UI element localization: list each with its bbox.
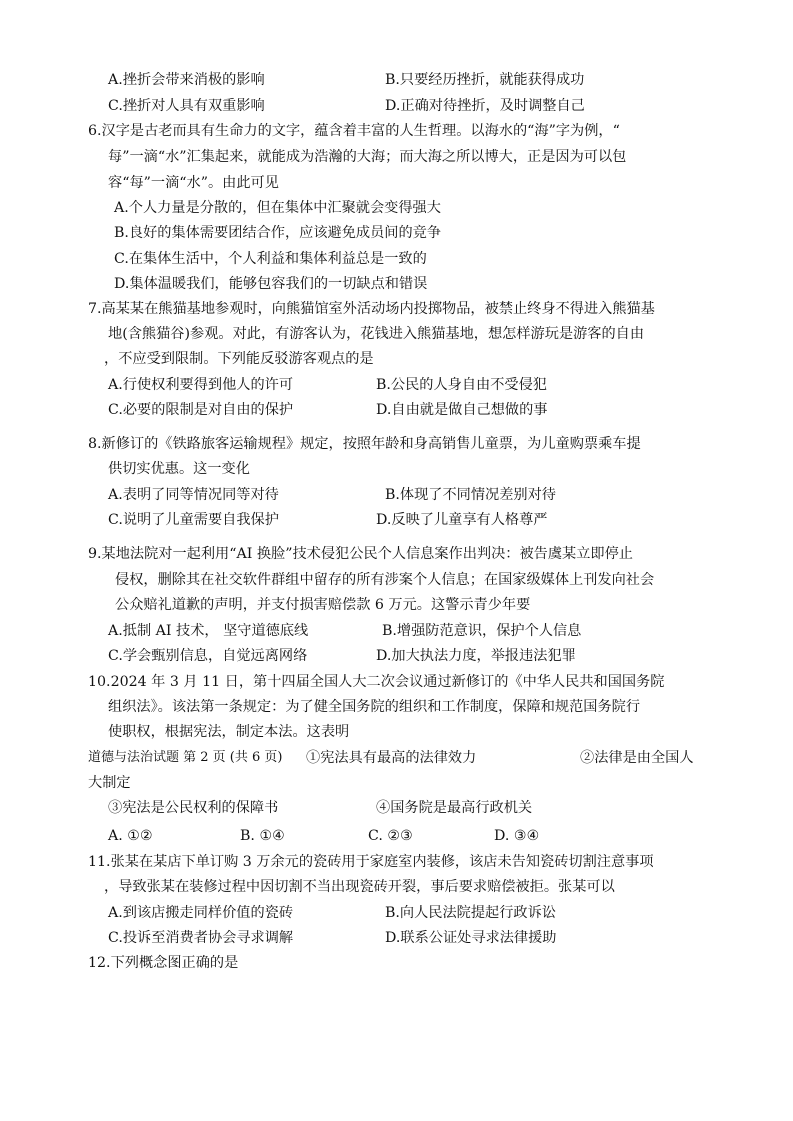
- q7-option-c: C.必要的限制是对自由的保护: [108, 402, 294, 418]
- q6-option-b: B.良好的集体需要团结合作，应该避免成员间的竞争: [114, 225, 442, 241]
- q10-item-1: ①宪法具有最高的法律效力: [306, 750, 477, 766]
- q8-stem-line-2: 供切实优惠。这一变化: [108, 461, 250, 477]
- q10-option-a: A. ①②: [108, 828, 153, 844]
- q10-option-c: C. ②③: [368, 828, 413, 844]
- q5-option-c: C.挫折对人具有双重影响: [108, 98, 265, 114]
- q9-stem-line-2: 侵权，删除其在社交软件群组中留存的所有涉案个人信息；在国家级媒体上刊发向社会: [115, 572, 655, 588]
- q7-stem-line-3: ，不应受到限制。下列能反驳游客观点的是: [104, 351, 374, 367]
- q10-item-4: ④国务院是最高行政机关: [376, 800, 533, 816]
- q8-option-c: C.说明了儿童需要自我保护: [108, 512, 279, 528]
- q11-option-b: B.向人民法院提起行政诉讼: [385, 905, 556, 921]
- q12-stem-line-1: 12.下列概念图正确的是: [88, 955, 239, 971]
- q10-item-3: ③宪法是公民权利的保障书: [108, 800, 279, 816]
- q6-stem-line-3: 容“每”一滴“水”。由此可见: [108, 175, 279, 191]
- q10-option-b: B. ①④: [240, 828, 285, 844]
- q6-option-d: D.集体温暖我们，能够包容我们的一切缺点和错误: [114, 276, 428, 292]
- q6-stem-line-2: 每”一滴“水”汇集起来，就能成为浩瀚的大海；而大海之所以博大，正是因为可以包: [108, 149, 627, 165]
- q11-option-c: C.投诉至消费者协会寻求调解: [108, 930, 294, 946]
- q10-item-2-continued: 大制定: [88, 775, 131, 791]
- q5-option-b: B.只要经历挫折，就能获得成功: [385, 72, 585, 88]
- q9-option-d: D.加大执法力度，举报违法犯罪: [376, 648, 576, 664]
- q7-option-d: D.自由就是做自己想做的事: [376, 402, 548, 418]
- q10-option-d: D. ③④: [494, 828, 540, 844]
- q5-option-a: A.挫折会带来消极的影响: [108, 72, 265, 88]
- q11-option-d: D.联系公证处寻求法律援助: [385, 930, 557, 946]
- q8-option-b: B.体现了不同情况差别对待: [385, 487, 556, 503]
- q9-option-a: A.抵制 AI 技术， 坚守道德底线: [108, 623, 309, 639]
- q6-option-a: A.个人力量是分散的，但在集体中汇聚就会变得强大: [114, 200, 441, 216]
- q11-stem-line-2: ，导致张某在装修过程中因切割不当出现瓷砖开裂，事后要求赔偿被拒。张某可以: [104, 879, 615, 895]
- q10-item-2: ②法律是由全国人: [580, 750, 694, 766]
- q6-stem-line-1: 6.汉字是古老而具有生命力的文字，蕴含着丰富的人生哲理。以海水的“海”字为例，“: [88, 123, 620, 139]
- q11-stem-line-1: 11.张某在某店下单订购 3 万余元的瓷砖用于家庭室内装修，该店未告知瓷砖切割注意事项: [88, 854, 654, 870]
- q9-option-c: C.学会甄别信息，自觉远离网络: [108, 648, 308, 664]
- q7-stem-line-1: 7.高某某在熊猫基地参观时，向熊猫馆室外活动场内投掷物品，被禁止终身不得进入熊猫基: [88, 301, 655, 317]
- q8-option-a: A.表明了同等情况同等对待: [108, 487, 279, 503]
- q8-stem-line-1: 8.新修订的《铁路旅客运输规程》规定，按照年龄和身高销售儿童票，为儿童购票乘车提: [88, 436, 641, 452]
- q7-stem-line-2: 地(含熊猫谷)参观。对此，有游客认为，花钱进入熊猫基地，想怎样游玩是游客的自由: [108, 326, 645, 342]
- q10-stem-line-1: 10.2024 年 3 月 11 日，第十四届全国人大二次会议通过新修订的《中华人民共和国国务院: [88, 674, 665, 690]
- q9-option-b: B.增强防范意识，保护个人信息: [382, 623, 582, 639]
- q9-stem-line-3: 公众赔礼道歉的声明，并支付损害赔偿款 6 万元。这警示青少年要: [115, 597, 531, 613]
- q7-option-b: B.公民的人身自由不受侵犯: [376, 377, 547, 393]
- q6-option-c: C.在集体生活中，个人利益和集体利益总是一致的: [114, 251, 427, 267]
- q8-option-d: D.反映了儿童享有人格尊严: [376, 512, 548, 528]
- q7-option-a: A.行使权利要得到他人的许可: [108, 377, 294, 393]
- q11-option-a: A.到该店搬走同样价值的瓷砖: [108, 905, 294, 921]
- q5-option-d: D.正确对待挫折，及时调整自己: [385, 98, 585, 114]
- q10-stem-line-2: 组织法》。该法第一条规定：为了健全国务院的组织和工作制度，保障和规范国务院行: [108, 699, 641, 715]
- q9-stem-line-1: 9.某地法院对一起利用“AI 换脸”技术侵犯公民个人信息案作出判决：被告虞某立即停止: [88, 546, 633, 562]
- page-footer: 道德与法治试题 第 2 页 (共 6 页): [88, 750, 283, 765]
- q10-stem-line-3: 使职权，根据宪法，制定本法。这表明: [108, 724, 350, 740]
